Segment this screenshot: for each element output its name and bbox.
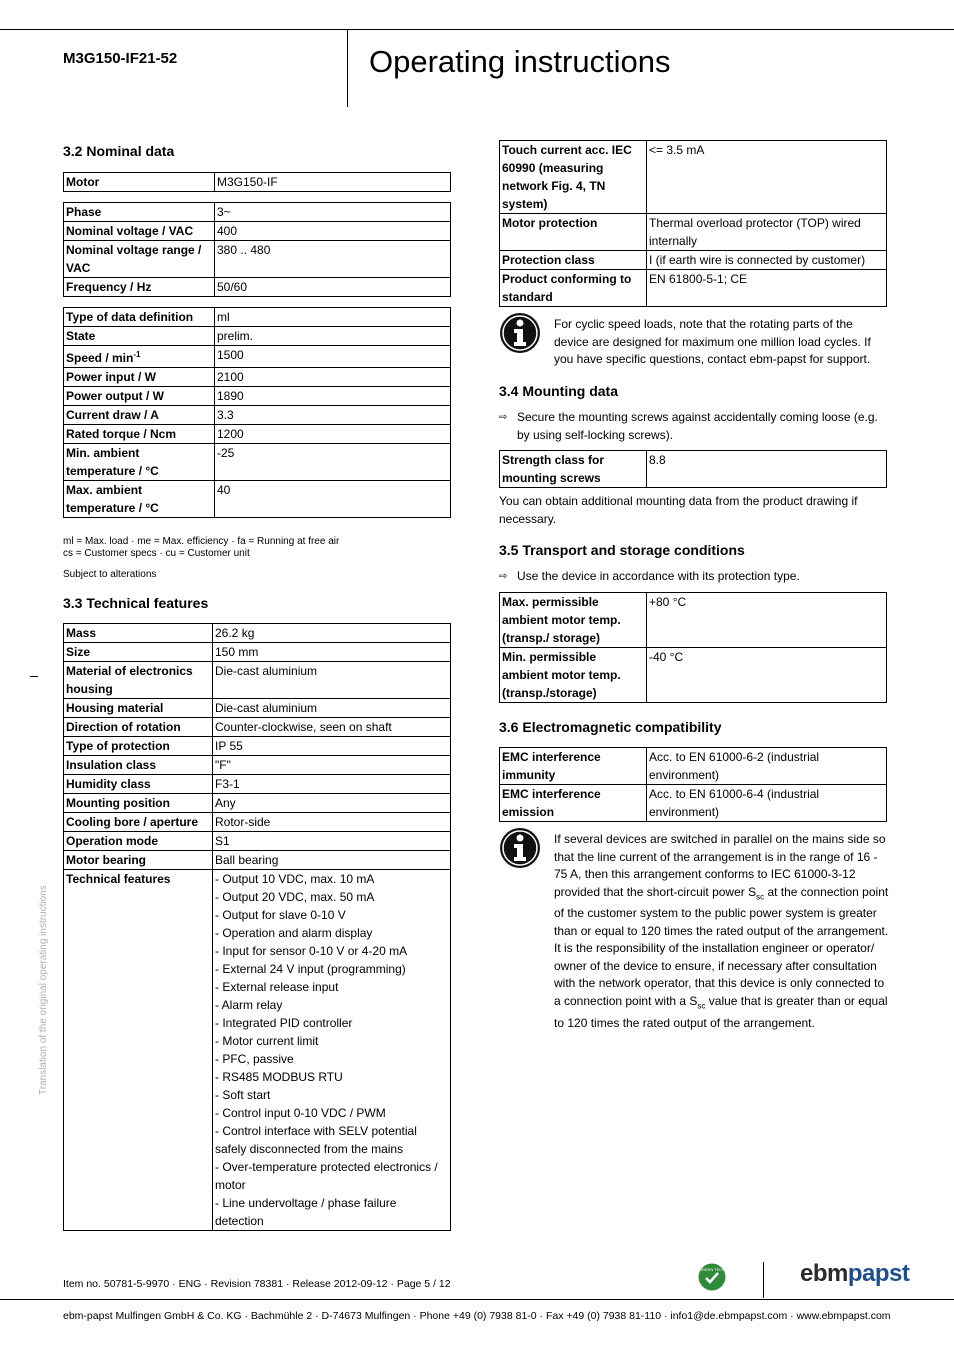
table-row (64, 737, 451, 756)
row-value: 40 (215, 481, 451, 518)
table-row (500, 648, 887, 703)
table-row (500, 748, 887, 785)
row-value: -40 °C (647, 648, 887, 703)
subject-to-alterations: Subject to alterations (63, 569, 157, 580)
row-value: prelim. (215, 327, 451, 346)
table-row (64, 624, 451, 643)
feature-item: - PFC, passive (215, 1052, 294, 1066)
ebmpapst-logo (800, 1260, 909, 1288)
technical-features-list (213, 870, 451, 1231)
emc-table (499, 747, 887, 822)
row-value: F3-1 (213, 775, 451, 794)
table-row (64, 203, 451, 222)
exponent: -1 (133, 350, 141, 359)
table-row (64, 387, 451, 406)
model-number: M3G150-IF21-52 (63, 50, 178, 67)
row-label: Technical features (64, 870, 213, 1231)
feature-item: - Integrated PID controller (215, 1016, 353, 1030)
logo-papst: papst (847, 1260, 910, 1287)
table-row (64, 241, 451, 278)
header-top-rule (0, 29, 954, 30)
section-heading-technical-features: 3.3 Technical features (63, 595, 209, 611)
row-label: Type of protection (64, 737, 213, 756)
ssc-subscript: sc (697, 1001, 706, 1011)
feature-item: - Output 10 VDC, max. 10 mA (215, 872, 375, 886)
company-address: ebm-papst Mulfingen GmbH & Co. KG · Bachmühle 2 · D-74673 Mulfingen · Phone +49 (0) 7938 81-0 · Fax +49 (0) 7938 81-110 · info1@de.ebmpapst.com · www.ebmpapst.com (63, 1310, 891, 1322)
document-title: Operating instructions (369, 44, 671, 79)
row-label: Touch current acc. IEC 60990 (measuring network Fig. 4, TN system) (500, 141, 647, 214)
nominal-data-table (63, 172, 451, 518)
table-row (64, 643, 451, 662)
row-value: Rotor-side (213, 813, 451, 832)
feature-item: - Control interface with SELV potential safely disconnected from the mains (215, 1124, 417, 1156)
row-label: Housing material (64, 699, 213, 718)
row-label: Product conforming to standard (500, 270, 647, 307)
row-value: S1 (213, 832, 451, 851)
emc-note-part3: It is the responsibility of the installation engineer or operator/ owner of the device to ensure, if necessary after consultation with the network operator, that this device is only connected to a connection point with a S (554, 941, 885, 1008)
row-value: I (if earth wire is connected by customer) (647, 251, 887, 270)
section-heading-emc: 3.6 Electromagnetic compatibility (499, 719, 722, 735)
table-row (64, 481, 451, 518)
footer-rule (0, 1299, 954, 1300)
row-label: Motor bearing (64, 851, 213, 870)
row-value: Ball bearing (213, 851, 451, 870)
table-row (500, 593, 887, 648)
row-label: State (64, 327, 215, 346)
row-value: 3.3 (215, 406, 451, 425)
emc-note-part4: value that is greater than or equal to 120 times the rated output of the arrangement. (554, 993, 888, 1030)
feature-item: - External release input (215, 980, 339, 994)
row-label: Humidity class (64, 775, 213, 794)
table-row (64, 851, 451, 870)
table-row (64, 425, 451, 444)
table-row (64, 327, 451, 346)
table-row (64, 368, 451, 387)
mounting-screws-instruction (499, 409, 887, 444)
mounting-data-note: You can obtain additional mounting data from the product drawing if necessary. (499, 494, 858, 526)
row-label: Protection class (500, 251, 647, 270)
row-label: Max. ambient temperature / °C (64, 481, 215, 518)
margin-fold-mark (30, 676, 38, 677)
table-row (64, 278, 451, 297)
row-value: 2100 (215, 368, 451, 387)
feature-item: - Output 20 VDC, max. 50 mA (215, 890, 375, 904)
feature-item: - Soft start (215, 1088, 271, 1102)
row-label: Frequency / Hz (64, 278, 215, 297)
table-row (64, 813, 451, 832)
row-label: Insulation class (64, 756, 213, 775)
header-divider (347, 30, 348, 107)
section-heading-transport-storage: 3.5 Transport and storage conditions (499, 542, 745, 558)
table-row (64, 173, 451, 192)
arrow-bullet-icon: ⇨ (499, 571, 508, 582)
emc-note-part1: If several devices are switched in parallel on the mains side so that the line current of the arrangement is in the range of 16 - 75 A, then this arrangement conforms to IEC 61000-3-12 provided that the short-circuit power S (554, 832, 886, 899)
row-label: EMC interference emission (500, 785, 647, 822)
transport-storage-table (499, 592, 887, 703)
row-label: Mounting position (64, 794, 213, 813)
section-heading-mounting-data: 3.4 Mounting data (499, 383, 618, 399)
info-note-emc-parallel (554, 831, 892, 1032)
transport-bullet-text: Use the device in accordance with its protection type. (517, 569, 800, 583)
feature-item: - RS485 MODBUS RTU (215, 1070, 343, 1084)
feature-item: - Input for sensor 0-10 V or 4-20 mA (215, 944, 408, 958)
table-row (64, 756, 451, 775)
table-row (500, 785, 887, 822)
row-label: Motor (64, 173, 215, 192)
row-label: Phase (64, 203, 215, 222)
row-label: Min. ambient temperature / °C (64, 444, 215, 481)
row-value: IP 55 (213, 737, 451, 756)
table-row (64, 346, 451, 368)
row-value: 50/60 (215, 278, 451, 297)
row-value: -25 (215, 444, 451, 481)
feature-item: - Over-temperature protected electronics / motor (215, 1160, 438, 1192)
feature-item: - Control input 0-10 VDC / PWM (215, 1106, 386, 1120)
document-item-info: Item no. 50781-5-9970 · ENG · Revision 78381 · Release 2012-09-12 · Page 5 / 12 (63, 1278, 451, 1290)
electrical-safety-table (499, 140, 887, 307)
table-row (500, 270, 887, 307)
footer-logo-divider (763, 1262, 764, 1298)
legend-note-1: ml = Max. load · me = Max. efficiency · fa = Running at free air (63, 536, 340, 547)
table-row (64, 444, 451, 481)
table-row (64, 794, 451, 813)
row-value: 3~ (215, 203, 451, 222)
row-value: Any (213, 794, 451, 813)
feature-item: - Line undervoltage / phase failure detection (215, 1196, 397, 1228)
table-row (500, 141, 887, 214)
emc-note-part2: at the connection point of the customer system to the public power system is greater than or equal to 120 times the rated output of the arrangement. (554, 884, 889, 938)
row-value: Thermal overload protector (TOP) wired internally (647, 214, 887, 251)
row-value: ml (215, 308, 451, 327)
row-label: Nominal voltage range / VAC (64, 241, 215, 278)
table-gap (64, 192, 451, 203)
row-value: Acc. to EN 61000-6-2 (industrial environment) (647, 748, 887, 785)
row-value: Die-cast aluminium (213, 699, 451, 718)
row-label: Size (64, 643, 213, 662)
row-label: Rated torque / Ncm (64, 425, 215, 444)
row-value: 150 mm (213, 643, 451, 662)
legend-note-2: cs = Customer specs · cu = Customer unit (63, 548, 250, 559)
row-label: Nominal voltage / VAC (64, 222, 215, 241)
info-icon (499, 312, 541, 354)
table-row (500, 251, 887, 270)
row-label: Direction of rotation (64, 718, 213, 737)
table-row (64, 222, 451, 241)
green-tech-badge-label: GREEN TECH (698, 1267, 726, 1272)
row-value: 1500 (215, 346, 451, 368)
translation-side-note: Translation of the original operating instructions (38, 885, 49, 1095)
row-value: Acc. to EN 61000-6-4 (industrial environment) (647, 785, 887, 822)
table-row (64, 870, 451, 1231)
table-row (500, 214, 887, 251)
feature-item: - Operation and alarm display (215, 926, 373, 940)
row-value: 380 .. 480 (215, 241, 451, 278)
info-icon (499, 827, 541, 869)
table-row (500, 451, 887, 488)
technical-features-table (63, 623, 451, 1231)
row-value: Die-cast aluminium (213, 662, 451, 699)
table-row (64, 308, 451, 327)
row-label: Material of electronics housing (64, 662, 213, 699)
row-label: Speed / $\min^{-1}$ (64, 346, 215, 368)
mounting-data-table (499, 450, 887, 488)
table-row (64, 699, 451, 718)
table-row (64, 775, 451, 794)
row-label: Type of data definition (64, 308, 215, 327)
row-value: +80 °C (647, 593, 887, 648)
row-value: 26.2 kg (213, 624, 451, 643)
row-label: Min. permissible ambient motor temp. (transp./storage) (500, 648, 647, 703)
row-value: M3G150-IF (215, 173, 451, 192)
table-row (64, 718, 451, 737)
row-value: Counter-clockwise, seen on shaft (213, 718, 451, 737)
logo-ebm: ebm (800, 1260, 848, 1287)
row-value: 1200 (215, 425, 451, 444)
feature-item: - Alarm relay (215, 998, 283, 1012)
row-label: Power output / W (64, 387, 215, 406)
info-note-load-cycles: For cyclic speed loads, note that the rotating parts of the device are designed for maximum one million load cycles. If you have specific questions, contact ebm-papst for support. (554, 317, 871, 366)
feature-item: - Output for slave 0-10 V (215, 908, 346, 922)
row-label: Motor protection (500, 214, 647, 251)
row-value: EN 61800-5-1; CE (647, 270, 887, 307)
feature-item: - External 24 V input (programming) (215, 962, 406, 976)
row-value: <= 3.5 mA (647, 141, 887, 214)
table-row (64, 406, 451, 425)
arrow-bullet-icon: ⇨ (499, 412, 508, 423)
table-row (64, 832, 451, 851)
row-label: Power input / W (64, 368, 215, 387)
row-label: Mass (64, 624, 213, 643)
section-heading-nominal-data: 3.2 Nominal data (63, 143, 175, 159)
row-label: Max. permissible ambient motor temp. (transp./ storage) (500, 593, 647, 648)
table-gap (64, 297, 451, 308)
row-value: 400 (215, 222, 451, 241)
row-value: 1890 (215, 387, 451, 406)
row-label: Current draw / A (64, 406, 215, 425)
table-row (64, 662, 451, 699)
mounting-bullet-text: Secure the mounting screws against accidentally coming loose (e.g. by using self-locking screws). (517, 410, 878, 442)
protection-type-instruction (499, 568, 887, 586)
row-value: "F" (213, 756, 451, 775)
row-label: Operation mode (64, 832, 213, 851)
ssc-subscript: sc (756, 891, 765, 901)
row-label: Cooling bore / aperture (64, 813, 213, 832)
feature-item: - Motor current limit (215, 1034, 319, 1048)
row-label: EMC interference immunity (500, 748, 647, 785)
green-tech-badge-icon (698, 1263, 726, 1291)
row-label: Strength class for mounting screws (500, 451, 647, 488)
row-value: 8.8 (647, 451, 887, 488)
